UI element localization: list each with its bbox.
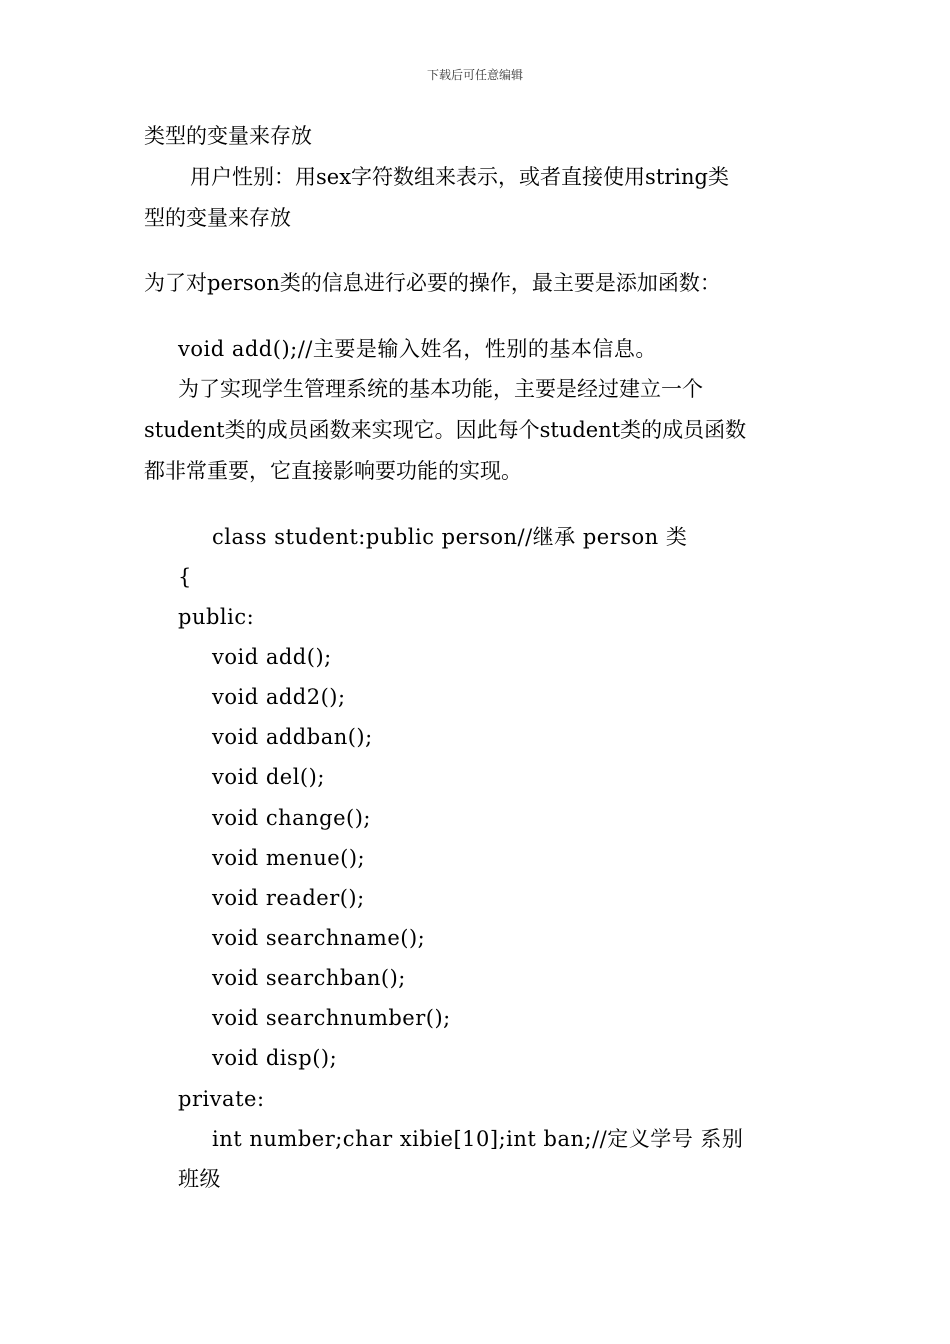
code-method-line: void searchnumber(); [212,1006,451,1030]
code-public-label: public: [178,605,255,629]
paragraph-line: 为了实现学生管理系统的基本功能，主要是经过建立一个 [178,377,703,401]
code-method-line: void disp(); [212,1046,338,1070]
paragraph-line: 型的变量来存放 [144,206,291,230]
code-method-line: void searchban(); [212,966,406,990]
code-method-line: void addban(); [212,725,373,749]
page-header-note: 下载后可任意编辑 [426,68,523,82]
code-method-line: void searchname(); [212,926,426,950]
code-line: void add();//主要是输入姓名，性别的基本信息。 [178,337,657,361]
code-private-members-cont: 班级 [178,1167,221,1191]
code-method-line: void add(); [212,645,332,669]
code-class-declaration: class student:public person//继承 person 类 [212,525,688,549]
code-private-label: private: [178,1087,265,1111]
code-method-line: void menue(); [212,846,366,870]
paragraph-line: 用户性别：用sex字符数组来表示，或者直接使用string类 [190,165,729,189]
code-method-line: void change(); [212,806,372,830]
paragraph-line: 类型的变量来存放 [144,124,312,148]
paragraph-line: 都非常重要，它直接影响要功能的实现。 [144,459,522,483]
paragraph-line: 为了对person类的信息进行必要的操作，最主要是添加函数： [144,271,721,295]
code-open-brace: { [178,565,192,589]
paragraph-line: student类的成员函数来实现它。因此每个student类的成员函数 [144,418,747,442]
code-method-line: void reader(); [212,886,365,910]
code-private-members: int number;char xibie[10];int ban;//定义学号 系别 [212,1127,744,1151]
code-method-line: void del(); [212,765,325,789]
code-method-line: void add2(); [212,685,346,709]
